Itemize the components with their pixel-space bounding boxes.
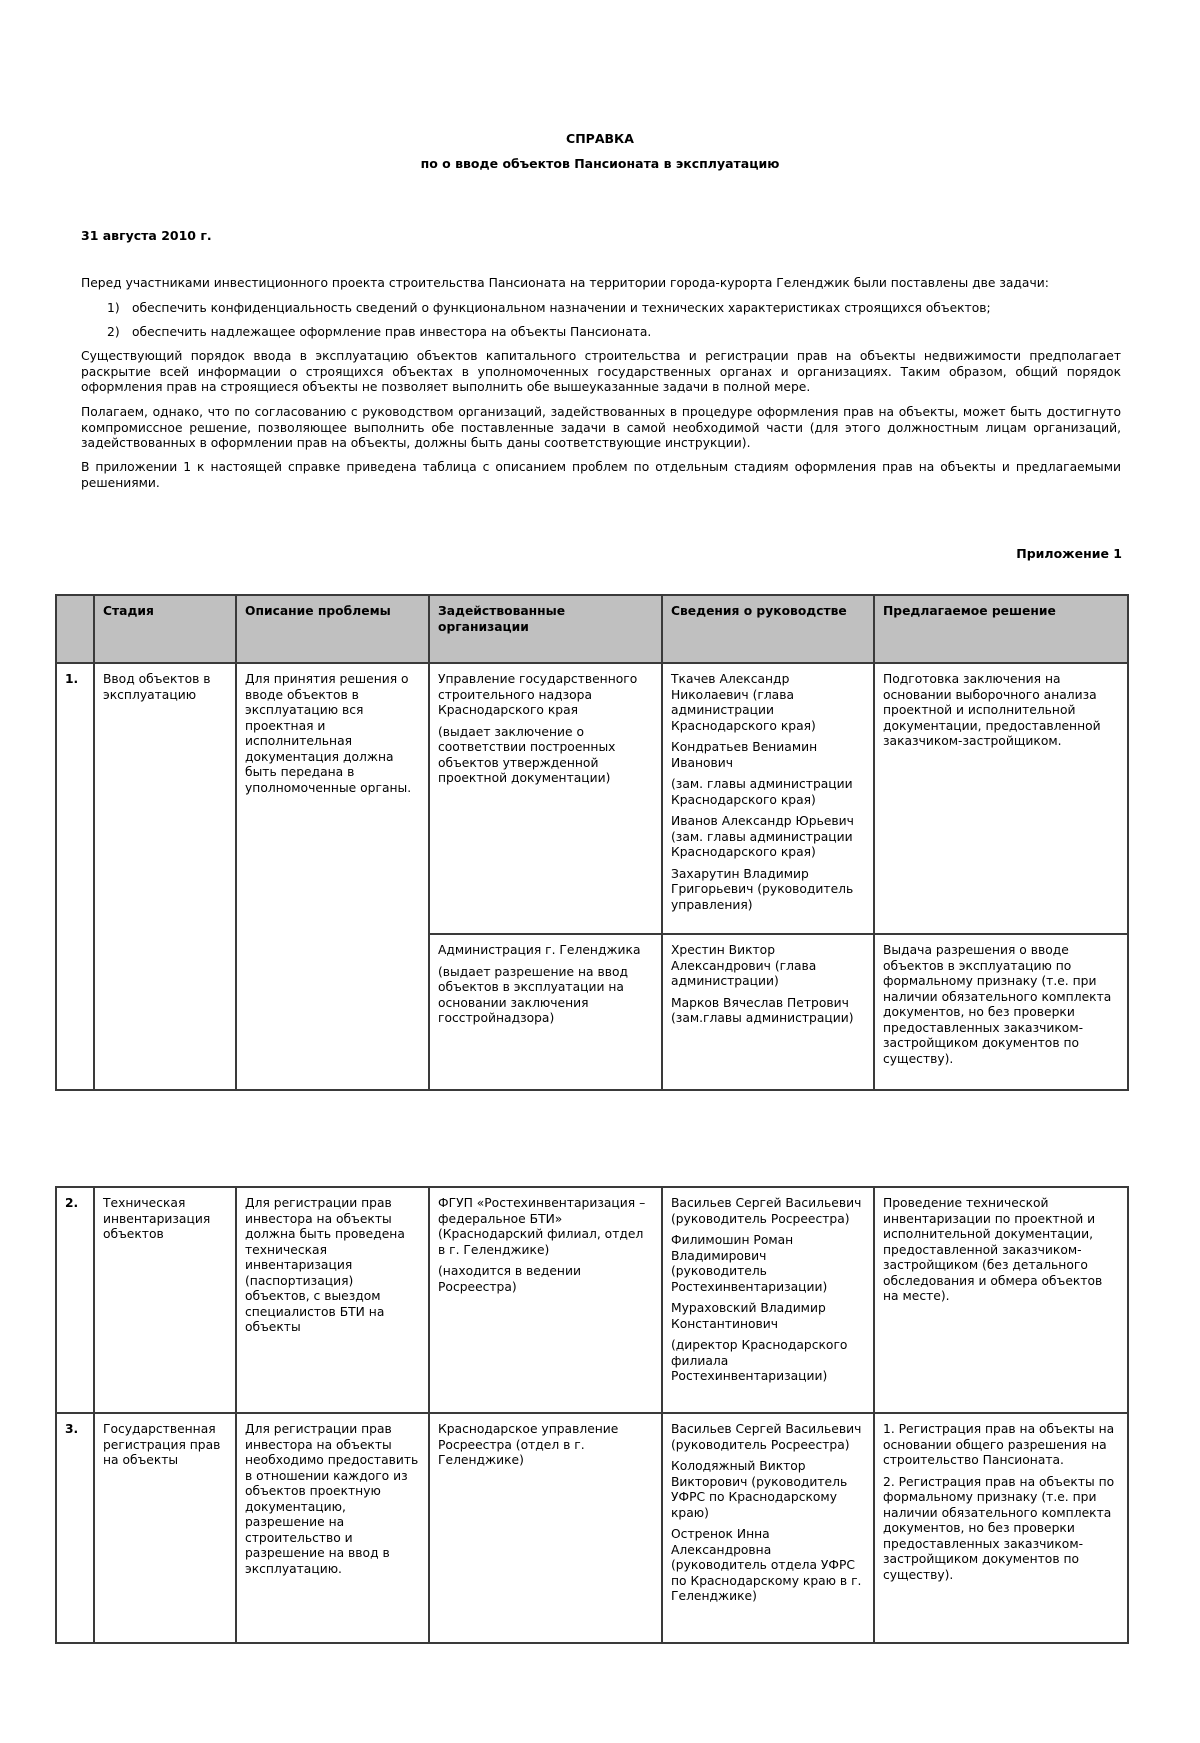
document-date: 31 августа 2010 г. xyxy=(81,228,212,243)
task-number: 2) xyxy=(107,325,120,339)
table-row xyxy=(56,1187,1128,1413)
task-text: обеспечить конфиденциальность сведений о функциональном назначении и технических характеристиках строящихся объектов; xyxy=(132,301,991,315)
manager-entry: Кондратьев Вениамин Иванович xyxy=(671,740,818,770)
body-paragraph-3: В приложении 1 к настоящей справке приведена таблица с описанием проблем по отдельным стадиям оформления прав на объекты и предлагаемыми решениями. xyxy=(81,460,1121,490)
task-item-2 xyxy=(107,325,651,341)
stage-cell: Техническая инвентаризация объектов xyxy=(94,1187,236,1413)
manager-entry: Васильев Сергей Васильевич (руководитель Росреестра) xyxy=(671,1196,862,1226)
organizations-cell xyxy=(429,1187,662,1413)
document-subtitle: по о вводе объектов Пансионата в эксплуатацию xyxy=(420,156,780,171)
task-item-1 xyxy=(107,301,991,317)
problem-cell: Для регистрации прав инвестора на объекты необходимо предоставить в отношении каждого из объектов проектную документацию, разрешение на строительство и разрешение на ввод в эксплуатацию. xyxy=(236,1413,429,1643)
manager-entry: Остренок Инна Александровна (руководитель отдела УФРС по Краснодарскому краю в г. Геленджике) xyxy=(671,1527,862,1603)
manager-entry: Васильев Сергей Васильевич (руководитель Росреестра) xyxy=(671,1422,862,1452)
solution-cell xyxy=(874,663,1128,934)
org-name: ФГУП «Ростехинвентаризация – федеральное БТИ» (Краснодарский филиал, отдел в г. Геленджике) xyxy=(438,1196,646,1257)
body-paragraph-1: Существующий порядок ввода в эксплуатацию объектов капитального строительства и регистрации прав на объекты недвижимости предполагает раскрытие всей информации о строящихся объектах в уполномоченных государственных органах и организациях. Таким образом, общий порядок оформления прав на строящиеся объекты не позволяет выполнить обе вышеуказанные задачи в полной мере. xyxy=(81,349,1121,394)
manager-entry: Захарутин Владимир Григорьевич (руководитель управления) xyxy=(671,866,854,912)
appendix-table-part-2 xyxy=(55,1186,1129,1644)
header-problem: Описание проблемы xyxy=(236,595,429,663)
manager-entry: Мураховский Владимир Константинович xyxy=(671,1301,826,1331)
manager-entry: Хрестин Виктор Александрович (глава администрации) xyxy=(671,943,817,988)
solution-text: Проведение технической инвентаризации по проектной и исполнительной документации, предоставленной заказчиком-застройщиком (без детального обследования и обмера объектов на месте). xyxy=(883,1196,1103,1303)
org-name: Администрация г. Геленджика xyxy=(438,943,641,957)
management-cell xyxy=(662,1187,874,1413)
row-number: 1. xyxy=(56,663,94,1090)
stage-cell: Государственная регистрация прав на объекты xyxy=(94,1413,236,1643)
table-row xyxy=(56,663,1128,934)
manager-entry: Филимошин Роман Владимирович (руководитель Ростехинвентаризации) xyxy=(671,1233,828,1294)
solution-cell xyxy=(874,934,1128,1090)
manager-entry: (зам. главы администрации Краснодарского края) xyxy=(671,777,853,807)
org-name: Управление государственного строительного надзора Краснодарского края xyxy=(438,672,638,717)
solution-text: Подготовка заключения на основании выборочного анализа проектной и исполнительной документации, предоставленной заказчиком-застройщиком. xyxy=(883,672,1101,748)
table-header-row xyxy=(56,595,1128,663)
management-cell xyxy=(662,1413,874,1643)
body-paragraph-2: Полагаем, однако, что по согласованию с руководством организаций, задействованных в процедуре оформления прав на объекты, может быть достигнуто компромиссное решение, позволяющее выполнить обе поставленные задачи в самой необходимой части (для этого должностным лицам организаций, задействованных в оформлении прав на объекты, должны быть даны соответствующие инструкции). xyxy=(81,405,1121,450)
row-number: 3. xyxy=(56,1413,94,1643)
manager-entry: (директор Краснодарского филиала Ростехинвентаризации) xyxy=(671,1338,848,1383)
org-note: (выдает заключение о соответствии построенных объектов утвержденной проектной документации) xyxy=(438,724,616,785)
intro-paragraph: Перед участниками инвестиционного проекта строительства Пансионата на территории города-курорта Геленджик были поставлены две задачи: xyxy=(81,276,1049,290)
solution-text: 2. Регистрация прав на объекты по формальному признаку (т.е. при наличии обязательного комплекта документов, но без проверки предоставленных заказчиком-застройщиком документов по существу). xyxy=(883,1474,1115,1582)
problem-cell: Для регистрации прав инвестора на объекты должна быть проведена техническая инвентаризация (паспортизация) объектов, с выездом специалистов БТИ на объекты xyxy=(236,1187,429,1413)
header-organizations: Задействованные организации xyxy=(429,595,662,663)
solution-cell xyxy=(874,1413,1128,1643)
document-title: СПРАВКА xyxy=(566,131,634,146)
header-number xyxy=(56,595,94,663)
manager-entry: Колодяжный Виктор Викторович (руководитель УФРС по Краснодарскому краю) xyxy=(671,1459,848,1520)
org-name: Краснодарское управление Росреестра (отдел в г. Геленджике) xyxy=(438,1422,619,1467)
organizations-cell xyxy=(429,934,662,1090)
stage-cell: Ввод объектов в эксплуатацию xyxy=(94,663,236,1090)
appendix-table-part-1 xyxy=(55,594,1129,1091)
header-management: Сведения о руководстве xyxy=(662,595,874,663)
solution-text: Выдача разрешения о вводе объектов в эксплуатацию по формальному признаку (т.е. при наличии обязательного комплекта документов, но без проверки предоставленных заказчиком-застройщиком документов по существу). xyxy=(883,943,1112,1066)
management-cell xyxy=(662,934,874,1090)
row-number: 2. xyxy=(56,1187,94,1413)
manager-entry: Марков Вячеслав Петрович (зам.главы администрации) xyxy=(671,995,854,1025)
org-note: (находится в ведении Росреестра) xyxy=(438,1264,581,1294)
header-solution: Предлагаемое решение xyxy=(874,595,1128,663)
header-stage: Стадия xyxy=(94,595,236,663)
org-note: (выдает разрешение на ввод объектов в эксплуатации на основании заключения госстройнадзора) xyxy=(438,964,629,1025)
solution-text: 1. Регистрация прав на объекты на основании общего разрешения на строительство Пансионата. xyxy=(883,1422,1115,1467)
organizations-cell xyxy=(429,1413,662,1643)
manager-entry: Ткачев Александр Николаевич (глава администрации Краснодарского края) xyxy=(671,672,816,733)
table-row xyxy=(56,1413,1128,1643)
task-number: 1) xyxy=(107,301,120,315)
solution-cell xyxy=(874,1187,1128,1413)
organizations-cell xyxy=(429,663,662,934)
task-text: обеспечить надлежащее оформление прав инвестора на объекты Пансионата. xyxy=(132,325,652,339)
appendix-label: Приложение 1 xyxy=(1016,546,1122,561)
problem-cell: Для принятия решения о вводе объектов в эксплуатацию вся проектная и исполнительная документация должна быть передана в уполномоченные органы. xyxy=(236,663,429,1090)
manager-entry: Иванов Александр Юрьевич (зам. главы администрации Краснодарского края) xyxy=(671,814,854,859)
management-cell xyxy=(662,663,874,934)
